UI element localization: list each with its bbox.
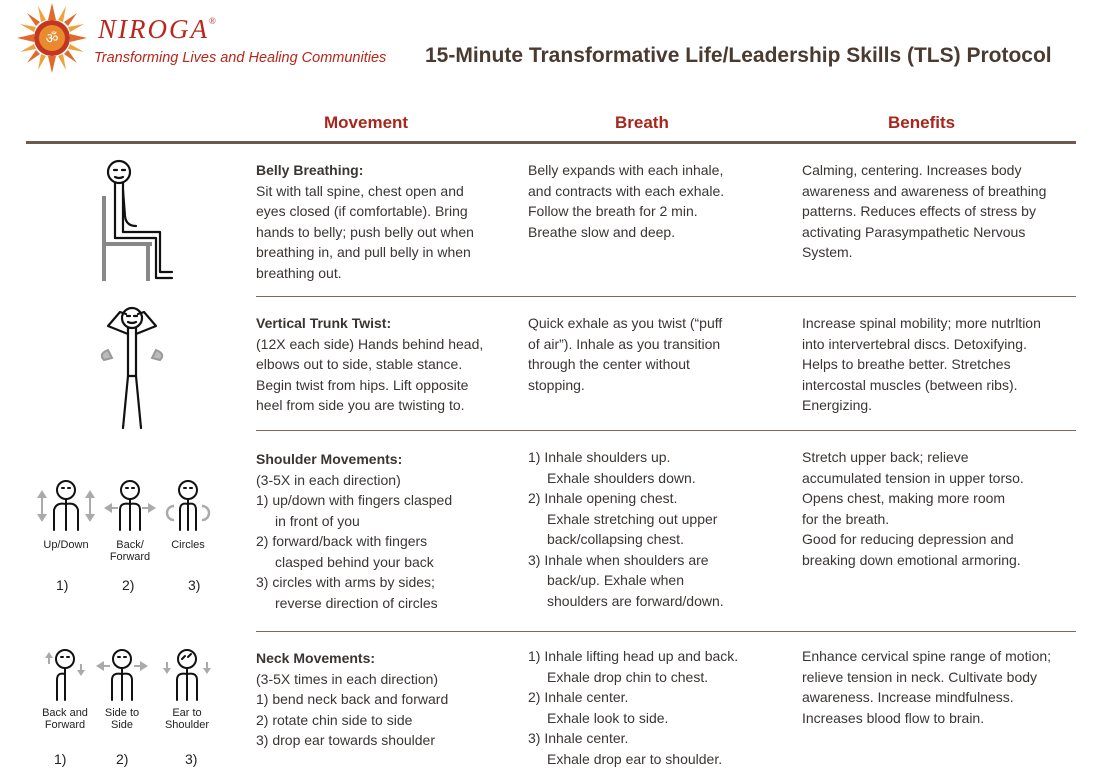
exercise-title: Shoulder Movements:: [256, 451, 403, 467]
benefit-line: Increase spinal mobility; more nutrltion: [802, 315, 1041, 331]
row-trunk-twist-benefits: [802, 313, 1041, 416]
benefit-line: Stretch upper back; relieve: [802, 449, 969, 465]
benefit-line: patterns. Reduces effects of stress by: [802, 203, 1036, 219]
benefit-line: Enhance cervical spine range of motion;: [802, 648, 1052, 664]
caption-line: Back and: [42, 707, 88, 719]
benefit-line: awareness and awareness of breathing: [802, 182, 1047, 199]
movement-line: (12X each side) Hands behind head,: [256, 335, 484, 352]
row-belly-breathing-benefits: [802, 160, 1046, 263]
movement-line: 1) bend neck back and forward: [256, 691, 449, 707]
figure-number: 1): [56, 577, 69, 593]
breath-line: and contracts with each exhale.: [528, 182, 725, 199]
row-trunk-twist-breath: [528, 313, 722, 395]
exercise-title: Neck Movements:: [256, 650, 376, 666]
movement-line: in front of you: [275, 512, 360, 529]
benefit-line: accumulated tension in upper torso.: [802, 469, 1024, 486]
figure-caption: [156, 707, 218, 731]
movement-line: 3) circles with arms by sides;: [256, 574, 435, 590]
benefit-line: activating Parasympathetic Nervous: [802, 223, 1026, 240]
benefit-line: Calming, centering. Increases body: [802, 162, 1022, 178]
benefit-line: awareness. Increase mindfulness.: [802, 689, 1014, 705]
movement-line: 3) drop ear towards shoulder: [256, 732, 435, 748]
benefit-line: relieve tension in neck. Cultivate body: [802, 668, 1038, 685]
breath-line: 3) Inhale when shoulders are: [528, 551, 709, 568]
movement-line: eyes closed (if comfortable). Bring: [256, 203, 468, 219]
breath-line: Breathe slow and deep.: [528, 223, 676, 240]
breath-line: 2) Inhale center.: [528, 689, 629, 705]
movement-line: hands to belly; push belly out when: [256, 223, 474, 240]
shoulder-up-down-figure: [36, 476, 96, 532]
svg-text:ॐ: ॐ: [45, 31, 59, 47]
breath-line: Exhale stretching out upper: [547, 510, 718, 527]
breath-line: Belly expands with each inhale,: [528, 162, 724, 178]
brand-name: NIROGA®: [98, 14, 216, 44]
benefit-line: for the breath.: [802, 510, 890, 527]
breath-line: 3) Inhale center.: [528, 730, 629, 746]
breath-line: through the center without: [528, 356, 690, 372]
header-divider: [26, 141, 1076, 144]
movement-line: breathing out.: [256, 264, 342, 281]
breath-line: 1) Inhale lifting head up and back.: [528, 648, 739, 664]
row-shoulder-movements-movement: [256, 449, 452, 613]
caption-line: Side to: [104, 707, 140, 719]
movement-line: 2) rotate chin side to side: [256, 711, 413, 728]
movement-line: heel from side you are twisting to.: [256, 397, 465, 413]
figure-caption: [94, 707, 150, 731]
caption-line: Side: [110, 719, 134, 731]
breath-line: Exhale drop ear to shoulder.: [547, 750, 723, 767]
row-divider: [256, 430, 1076, 431]
neck-back-forward-figure: [40, 646, 90, 702]
movement-line: Begin twist from hips. Lift opposite: [256, 376, 469, 393]
row-shoulder-movements-breath: [528, 447, 724, 611]
benefit-line: Helps to breathe better. Stretches: [802, 356, 1011, 372]
figure-number: 1): [54, 751, 67, 767]
breath-line: 1) Inhale shoulders up.: [528, 449, 671, 465]
benefit-line: Opens chest, making more room: [802, 490, 1006, 506]
row-trunk-twist-movement: [256, 313, 483, 416]
movement-line: (3-5X in each direction): [256, 471, 401, 488]
row-shoulder-movements-benefits: [802, 447, 1024, 570]
benefit-line: intercostal muscles (between ribs).: [802, 376, 1018, 393]
exercise-title: Vertical Trunk Twist:: [256, 315, 392, 331]
benefit-line: breaking down emotional armoring.: [802, 551, 1021, 568]
movement-line: 2) forward/back with fingers: [256, 533, 428, 549]
breath-line: 2) Inhale opening chest.: [528, 490, 678, 506]
shoulder-circles-figure: [160, 476, 216, 532]
shoulder-back-forward-figure: [100, 476, 160, 532]
row-belly-breathing-movement: [256, 160, 474, 283]
figure-caption: [34, 707, 96, 731]
figure-caption: [100, 539, 160, 563]
benefit-line: Increases blood flow to brain.: [802, 709, 985, 726]
caption-line: Back/: [116, 539, 144, 551]
breath-line: back/collapsing chest.: [547, 531, 684, 547]
row-neck-movements-benefits: [802, 646, 1051, 728]
seated-figure-illustration: [92, 156, 182, 286]
row-divider: [256, 631, 1076, 632]
row-divider: [256, 296, 1076, 297]
movement-line: (3-5X times in each direction): [256, 670, 439, 687]
caption-line: Ear to: [172, 707, 202, 719]
benefit-line: Energizing.: [802, 397, 873, 413]
standing-twist-figure-illustration: [94, 304, 174, 432]
column-header-breath: Breath: [615, 113, 669, 132]
column-header-movement: Movement: [324, 113, 409, 132]
movement-line: 1) up/down with fingers clasped: [256, 492, 453, 508]
niroga-logo: [16, 2, 88, 74]
benefit-line: into intervertebral discs. Detoxifying.: [802, 335, 1027, 352]
breath-line: Exhale shoulders down.: [547, 469, 696, 486]
row-belly-breathing-breath: [528, 160, 724, 242]
breath-line: shoulders are forward/down.: [547, 592, 724, 609]
exercise-title: Belly Breathing:: [256, 162, 364, 178]
figure-caption: Circles: [171, 539, 205, 551]
movement-line: breathing in, and pull belly in when: [256, 244, 471, 260]
breath-line: Quick exhale as you twist (“puff: [528, 315, 723, 331]
movement-line: Sit with tall spine, chest open and: [256, 182, 464, 199]
column-header-benefits: Benefits: [888, 113, 956, 132]
movement-line: clasped behind your back: [275, 553, 434, 570]
caption-line: Forward: [44, 719, 86, 731]
movement-line: reverse direction of circles: [275, 594, 438, 611]
neck-side-to-side-figure: [94, 646, 150, 702]
tagline: Transforming Lives and Healing Communities: [94, 50, 387, 66]
row-neck-movements-breath: [528, 646, 738, 769]
caption-line: Forward: [109, 551, 151, 563]
figure-caption: Up/Down: [43, 539, 89, 551]
breath-line: back/up. Exhale when: [547, 572, 684, 588]
figure-number: 3): [188, 577, 201, 593]
figure-number: 2): [116, 751, 129, 767]
row-neck-movements-movement: [256, 648, 448, 751]
breath-line: Exhale look to side.: [547, 709, 669, 726]
breath-line: stopping.: [528, 376, 585, 393]
benefit-line: System.: [802, 244, 853, 260]
movement-line: elbows out to side, stable stance.: [256, 356, 463, 372]
benefit-line: Good for reducing depression and: [802, 531, 1014, 547]
figure-number: 3): [185, 751, 198, 767]
caption-line: Shoulder: [164, 719, 210, 731]
neck-ear-to-shoulder-figure: [160, 646, 214, 702]
figure-number: 2): [122, 577, 135, 593]
breath-line: Exhale drop chin to chest.: [547, 668, 709, 685]
page-title: 15-Minute Transformative Life/Leadership Skills (TLS) Protocol: [425, 44, 1052, 67]
breath-line: Follow the breath for 2 min.: [528, 203, 698, 219]
breath-line: of air”). Inhale as you transition: [528, 335, 721, 352]
